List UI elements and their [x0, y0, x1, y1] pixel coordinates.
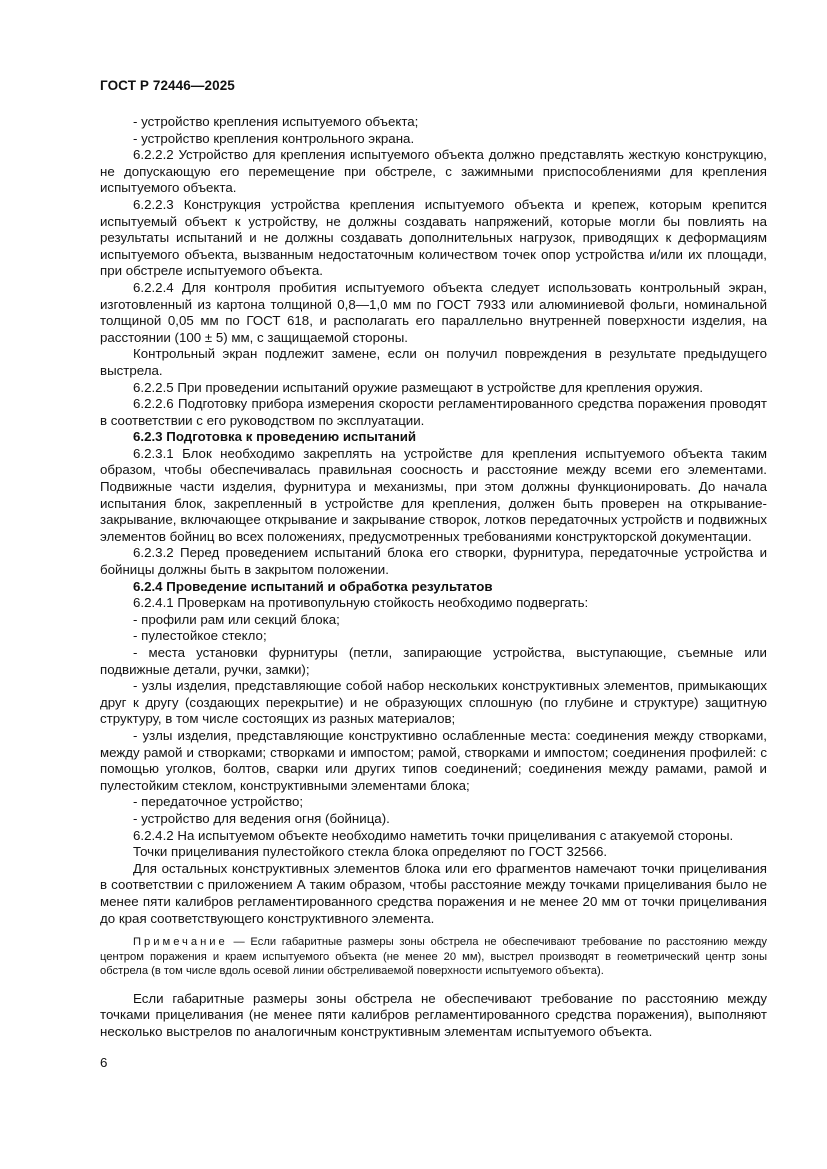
- paragraph-aim-points-other: Для остальных конструктивных элементов блока или его фрагментов намечают точки прицеливания в соответствии с приложением А таким образом, чтобы расстояние между точками прицеливания было не менее пяти калибров регламентированного средства поражения и не менее 20 мм от точки прицеливания до края соответствующего конструктивного элемента.: [100, 860, 767, 926]
- list-item: - устройство для ведения огня (бойница).: [133, 810, 390, 826]
- paragraph-control-screen: Контрольный экран подлежит замене, если он получил повреждения в результате предыдущего выстрела.: [100, 346, 767, 378]
- page-number: 6: [100, 1055, 108, 1070]
- paragraph-6-2-2-2: 6.2.2.2 Устройство для крепления испытуемого объекта должно представлять жесткую конструкцию, не допускающую его перемещение при обстреле, с зажимными приспособлениями для крепления испытуемого объекта.: [100, 147, 767, 196]
- note-label: Примечание: [133, 936, 228, 949]
- list-item: - узлы изделия, представляющие собой набор нескольких конструктивных элементов, примыкающих друг к другу (создающих перекрытие) и не образующих сплошную (по глубине и структуре) защитную структуру, в том числе состоящих из разных материалов;: [100, 678, 767, 727]
- paragraph-6-2-3-1: 6.2.3.1 Блок необходимо закреплять на устройстве для крепления испытуемого объекта таким образом, чтобы обеспечивалась правильная соосность и расстояние между всеми его элементами. Подвижные части изделия, фурнитура и механизмы, при этом должны функционировать. До начала испытания блок, закрепленный в устройстве для крепления, должен быть проверен на открывание-закрывание, включающее открывание и закрывание створок, лотков передаточных устройств и подвижных элементов бойниц во всех положениях, предусмотренных требованиями конструкторской документации.: [100, 445, 767, 544]
- paragraph-multiple-shots: Если габаритные размеры зоны обстрела не обеспечивают требование по расстоянию между точками прицеливания (не менее пяти калибров регламентированного средства поражения), выполняют несколько выстрелов по аналогичным конструктивным элементам испытуемого объекта.: [100, 990, 767, 1039]
- paragraph-dash: - устройство крепления испытуемого объекта;: [133, 114, 419, 129]
- paragraph-6-2-2-5: 6.2.2.5 При проведении испытаний оружие размещают в устройстве для крепления оружия.: [133, 379, 704, 395]
- paragraph-dash: - устройство крепления контрольного экрана.: [133, 130, 415, 146]
- paragraph-aim-points-glass: Точки прицеливания пулестойкого стекла блока определяют по ГОСТ 32566.: [133, 844, 608, 860]
- paragraph-6-2-3-2: 6.2.3.2 Перед проведением испытаний блока его створки, фурнитура, передаточные устройства и бойницы должны быть в закрытом положении.: [100, 545, 767, 578]
- list-item: - пулестойкое стекло;: [133, 628, 267, 644]
- paragraph-6-2-4-1: 6.2.4.1 Проверкам на противопульную стойкость необходимо подвергать:: [133, 595, 589, 611]
- note: [100, 935, 767, 979]
- document-body: [100, 114, 767, 1040]
- paragraph-6-2-2-4: 6.2.2.4 Для контроля пробития испытуемого объекта следует использовать контрольный экран, изготовленный из картона толщиной 0,8—1,0 мм по ГОСТ 7933 или алюминиевой фольги, номинальной толщиной 0,05 мм по ГОСТ 618, и располагать его параллельно внутренней поверхности изделия, на расстоянии (100 ± 5) мм, с защищаемой стороны.: [100, 279, 767, 345]
- section-heading-6-2-4: 6.2.4 Проведение испытаний и обработка результатов: [133, 578, 493, 594]
- list-item: - профили рам или секций блока;: [133, 611, 340, 627]
- paragraph-6-2-4-2: 6.2.4.2 На испытуемом объекте необходимо наметить точки прицеливания с атакуемой стороны.: [133, 827, 734, 843]
- list-item: - узлы изделия, представляющие конструктивно ослабленные места: соединения между створками, между рамой и створками; створками и импостом; рамой, створками и импостом; соединения профилей: с помощью уголков, болтов, сварки или других типов соединений; соединения между рамами, рамой и пулестойким стеклом, конструктивными элементами блока;: [100, 727, 767, 793]
- document-header: ГОСТ Р 72446—2025: [100, 78, 235, 93]
- paragraph-6-2-2-3: 6.2.2.3 Конструкция устройства крепления испытуемого объекта и крепеж, которым крепится испытуемый объект к устройству, не должны создавать напряжений, которые могли бы повлиять на результаты испытаний и не должны создавать дополнительных нагрузок, приводящих к деформациям испытуемого объекта, вызванным недостаточным количеством точек опор устройства и/или их площади, при обстреле испытуемого объекта.: [100, 196, 767, 279]
- paragraph-6-2-2-6: 6.2.2.6 Подготовку прибора измерения скорости регламентированного средства поражения проводят в соответствии с его руководством по эксплуатации.: [100, 396, 767, 428]
- list-item: - места установки фурнитуры (петли, запирающие устройства, выступающие, съемные или подвижные детали, ручки, замки);: [100, 645, 767, 677]
- section-heading-6-2-3: 6.2.3 Подготовка к проведению испытаний: [133, 429, 417, 445]
- list-item: - передаточное устройство;: [133, 794, 304, 810]
- note-text: — Если габаритные размеры зоны обстрела не обеспечивают требование по расстоянию между центром поражения и краем испытуемого объекта (не менее 20 мм), выстрел производят в геометрический центр зоны обстрела (в том числе вдоль осевой линии обстреливаемой поверхности испытуемого объекта).: [100, 936, 767, 978]
